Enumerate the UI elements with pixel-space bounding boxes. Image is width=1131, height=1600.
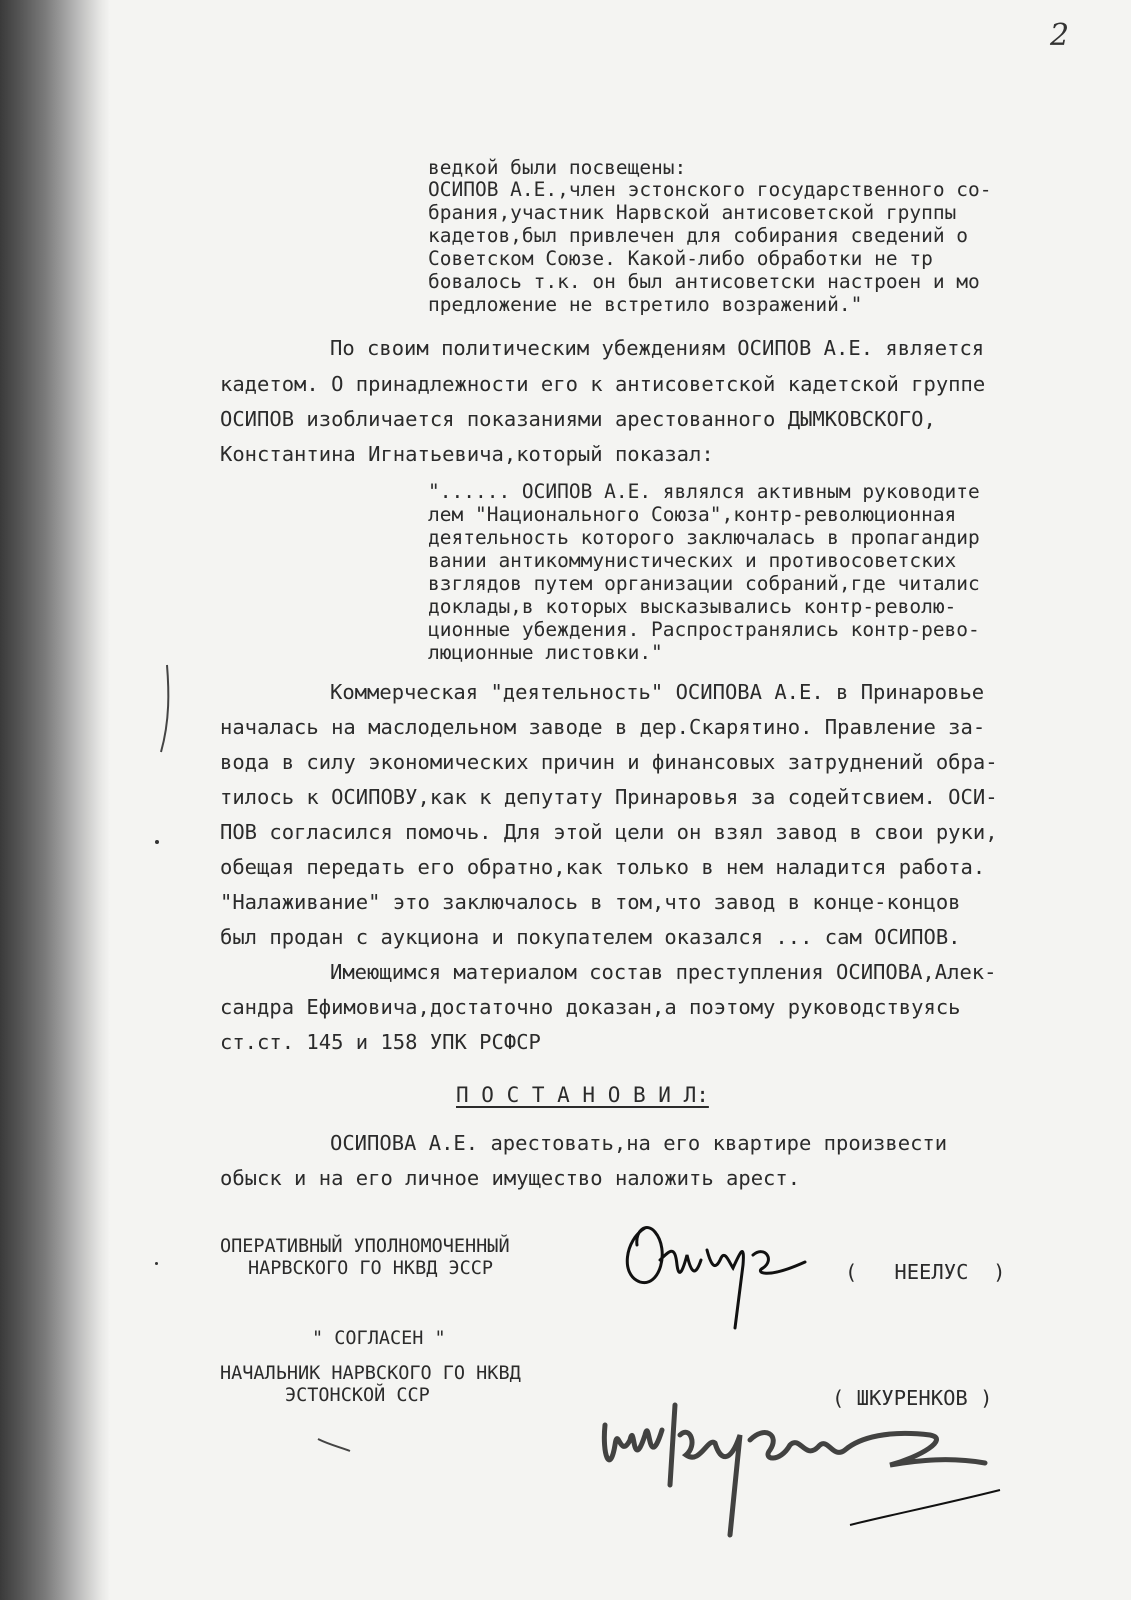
quote1-line: ведкой были посвещены: [428,156,687,179]
paragraph2-line: началась на маслодельном заводе в дер.Скарятино. Правление за- [220,715,986,739]
paragraph2-line: обещая передать его обратно,как только в нем наладится работа. [220,855,986,879]
quote2-line: ционные убеждения. Распространялись контр-рево- [428,618,980,641]
signatory2-title: ЭСТОНСКОЙ ССР [285,1385,430,1406]
paragraph1-line: Константина Игнатьевича,который показал: [220,442,714,466]
quote1-line: брания,участник Нарвской антисоветской группы [428,201,957,224]
signature-2 [590,1365,1010,1545]
quote2-line: доклады,в которых высказывались контр-револю- [428,595,957,618]
paragraph2-line: Коммерческая "деятельность" ОСИПОВА А.Е. в Принаровье [330,680,985,704]
resolution-line: ОСИПОВА А.Е. арестовать,на его квартире произвести [330,1131,948,1155]
quote2-line: люционные листовки." [428,641,663,664]
quote1-line: кадетов,был привлечен для собирания сведений о [428,224,969,247]
quote1-line: Советском Союзе. Какой-либо обработки не тр [428,247,933,270]
quote1-line: предложение не встретило возражений." [428,293,863,316]
paragraph2-line: был продан с аукциона и покупателем оказался ... сам ОСИПОВ. [220,925,961,949]
quote2-line: деятельность которого заключалась в пропагандир [428,526,980,549]
resolution-heading: П О С Т А Н О В И Л: [456,1083,709,1107]
paragraph3-line: ст.ст. 145 и 158 УПК РСФСР [220,1030,541,1054]
margin-mark [155,660,185,760]
quote2-line: взглядов путем организации собраний,где читалис [428,572,980,595]
resolution-line: обыск и на его личное имущество наложить арест. [220,1166,801,1190]
paragraph1-line: По своим политическим убеждениям ОСИПОВ А.Е. является [330,336,985,360]
approval-label: " СОГЛАСЕН " [312,1328,446,1349]
signatory2-name: ( ШКУРЕНКОВ ) [832,1386,993,1410]
quote2-line: "...... ОСИПОВ А.Е. являлся активным руководите [428,480,980,503]
dash-mark [315,1435,355,1455]
quote2-line: вании антикоммунистических и противосоветских [428,549,957,572]
signatory1-title: НАРВСКОГО ГО НКВД ЭССР [248,1258,494,1279]
paragraph2-line: тилось к ОСИПОВУ,как к депутату Принаровья за содейтсвием. ОСИ- [220,785,998,809]
paragraph2-line: ПОВ согласился помочь. Для этой цели он взял завод в свои руки, [220,820,998,844]
quote2-line: лем "Национального Союза",контр-революционная [428,503,957,526]
paragraph2-line: вода в силу экономических причин и финансовых затруднений обра- [220,750,998,774]
quote1-line: ОСИПОВ А.Е.,член эстонского государственного со- [428,178,992,201]
paragraph3-line: сандра Ефимовича,достаточно доказан,а поэтому руководствуясь [220,995,961,1019]
dot-mark [155,1262,158,1265]
dot-mark [155,840,159,844]
paragraph1-line: кадетом. О принадлежности его к антисоветской кадетской группе [220,372,986,396]
paragraph1-line: ОСИПОВ изобличается показаниями арестованного ДЫМКОВСКОГО, [220,407,936,431]
signatory1-title: ОПЕРАТИВНЫЙ УПОЛНОМОЧЕННЫЙ [220,1236,510,1257]
page-number: 2 [1050,18,1070,53]
scan-edge-shadow [0,0,110,1600]
quote1-line: бовалось т.к. он был антисоветски настроен и мо [428,270,980,293]
paragraph3-line: Имеющимся материалом состав преступления ОСИПОВА,Алек- [330,960,997,984]
signatory2-title: НАЧАЛЬНИК НАРВСКОГО ГО НКВД [220,1363,521,1384]
paragraph2-line: "Налаживание" это заключалось в том,что завод в конце-концов [220,890,961,914]
signatory1-name: ( НЕЕЛУС ) [845,1260,1006,1284]
signature-1 [615,1210,835,1335]
